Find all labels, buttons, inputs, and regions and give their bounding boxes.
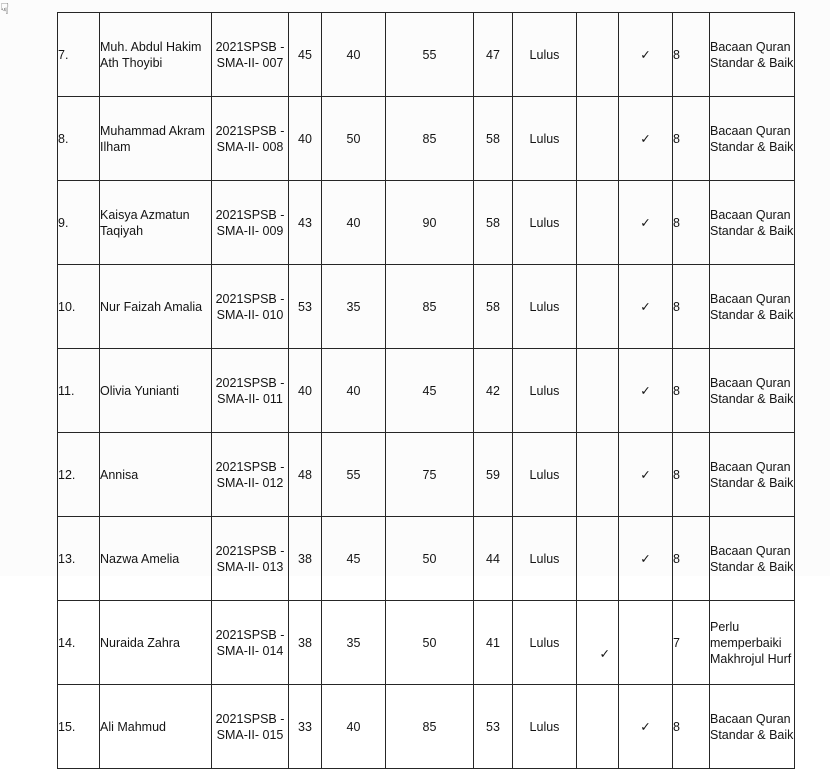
predikat-value: 8 — [673, 97, 710, 181]
score-1: 38 — [289, 601, 322, 685]
table-row — [58, 517, 795, 601]
score-1: 38 — [289, 517, 322, 601]
quran-note: Bacaan Quran Standar & Baik — [710, 349, 795, 433]
check-mark-b: ✓ — [619, 97, 673, 181]
quran-note: Bacaan Quran Standar & Baik — [710, 433, 795, 517]
student-name: Nazwa Amelia — [100, 517, 212, 601]
score-3: 85 — [386, 685, 474, 769]
quran-note: Bacaan Quran Standar & Baik — [710, 265, 795, 349]
table-row — [58, 97, 795, 181]
status-label: Lulus — [513, 349, 577, 433]
registration-code: 2021SPSB -SMA-II- 007 — [212, 13, 289, 97]
student-name: Nuraida Zahra — [100, 601, 212, 685]
score-average: 47 — [474, 13, 513, 97]
score-2: 40 — [322, 181, 386, 265]
registration-code: 2021SPSB -SMA-II- 010 — [212, 265, 289, 349]
row-number: 9. — [58, 181, 100, 265]
status-label: Lulus — [513, 433, 577, 517]
quran-note: Bacaan Quran Standar & Baik — [710, 13, 795, 97]
table-row — [58, 433, 795, 517]
quran-note: Perlu memperbaiki Makhrojul Hurf — [710, 601, 795, 685]
score-2: 35 — [322, 265, 386, 349]
score-2: 40 — [322, 13, 386, 97]
row-number: 8. — [58, 97, 100, 181]
status-label: Lulus — [513, 517, 577, 601]
check-mark-b — [619, 601, 673, 685]
score-3: 90 — [386, 181, 474, 265]
check-mark-a — [577, 13, 619, 97]
check-mark-a — [577, 349, 619, 433]
score-3: 50 — [386, 517, 474, 601]
score-average: 53 — [474, 685, 513, 769]
check-mark-b: ✓ — [619, 685, 673, 769]
quran-note: Bacaan Quran Standar & Baik — [710, 97, 795, 181]
check-mark-a — [577, 181, 619, 265]
row-number: 13. — [58, 517, 100, 601]
registration-code: 2021SPSB -SMA-II- 008 — [212, 97, 289, 181]
status-label: Lulus — [513, 601, 577, 685]
score-average: 41 — [474, 601, 513, 685]
row-number: 10. — [58, 265, 100, 349]
score-2: 50 — [322, 97, 386, 181]
status-label: Lulus — [513, 685, 577, 769]
score-1: 43 — [289, 181, 322, 265]
quran-note: Bacaan Quran Standar & Baik — [710, 181, 795, 265]
row-number: 12. — [58, 433, 100, 517]
check-mark-b: ✓ — [619, 349, 673, 433]
student-name: Kaisya Azmatun Taqiyah — [100, 181, 212, 265]
check-mark-b: ✓ — [619, 517, 673, 601]
table-row — [58, 13, 795, 97]
score-average: 58 — [474, 97, 513, 181]
quran-note: Bacaan Quran Standar & Baik — [710, 685, 795, 769]
predikat-value: 7 — [673, 601, 710, 685]
registration-code: 2021SPSB -SMA-II- 009 — [212, 181, 289, 265]
check-mark-a — [577, 517, 619, 601]
predikat-value: 8 — [673, 265, 710, 349]
student-name: Annisa — [100, 433, 212, 517]
score-3: 85 — [386, 265, 474, 349]
student-name: Olivia Yunianti — [100, 349, 212, 433]
score-1: 45 — [289, 13, 322, 97]
table-row — [58, 601, 795, 685]
score-average: 42 — [474, 349, 513, 433]
corner-scan-mark: ☟ — [0, 1, 10, 18]
check-mark-a — [577, 685, 619, 769]
student-name: Muhammad Akram Ilham — [100, 97, 212, 181]
predikat-value: 8 — [673, 433, 710, 517]
row-number: 15. — [58, 685, 100, 769]
status-label: Lulus — [513, 181, 577, 265]
table-row — [58, 181, 795, 265]
score-1: 48 — [289, 433, 322, 517]
score-3: 75 — [386, 433, 474, 517]
table-row — [58, 265, 795, 349]
student-name: Muh. Abdul Hakim Ath Thoyibi — [100, 13, 212, 97]
student-name: Nur Faizah Amalia — [100, 265, 212, 349]
predikat-value: 8 — [673, 685, 710, 769]
row-number: 7. — [58, 13, 100, 97]
score-average: 58 — [474, 181, 513, 265]
student-name: Ali Mahmud — [100, 685, 212, 769]
score-2: 40 — [322, 685, 386, 769]
student-score-table — [57, 12, 795, 769]
score-1: 33 — [289, 685, 322, 769]
check-mark-b: ✓ — [619, 433, 673, 517]
score-2: 40 — [322, 349, 386, 433]
registration-code: 2021SPSB -SMA-II- 014 — [212, 601, 289, 685]
table-row — [58, 349, 795, 433]
check-mark-a — [577, 97, 619, 181]
check-mark-b: ✓ — [619, 265, 673, 349]
status-label: Lulus — [513, 97, 577, 181]
table-row — [58, 685, 795, 769]
score-3: 50 — [386, 601, 474, 685]
predikat-value: 8 — [673, 517, 710, 601]
quran-note: Bacaan Quran Standar & Baik — [710, 517, 795, 601]
score-average: 59 — [474, 433, 513, 517]
score-3: 85 — [386, 97, 474, 181]
score-3: 55 — [386, 13, 474, 97]
status-label: Lulus — [513, 265, 577, 349]
score-3: 45 — [386, 349, 474, 433]
score-average: 44 — [474, 517, 513, 601]
predikat-value: 8 — [673, 13, 710, 97]
check-mark-b: ✓ — [619, 181, 673, 265]
score-1: 53 — [289, 265, 322, 349]
registration-code: 2021SPSB -SMA-II- 013 — [212, 517, 289, 601]
score-2: 45 — [322, 517, 386, 601]
registration-code: 2021SPSB -SMA-II- 012 — [212, 433, 289, 517]
score-average: 58 — [474, 265, 513, 349]
predikat-value: 8 — [673, 349, 710, 433]
score-2: 35 — [322, 601, 386, 685]
check-mark-a — [577, 433, 619, 517]
predikat-value: 8 — [673, 181, 710, 265]
check-mark-a — [577, 265, 619, 349]
score-2: 55 — [322, 433, 386, 517]
score-1: 40 — [289, 349, 322, 433]
registration-code: 2021SPSB -SMA-II- 015 — [212, 685, 289, 769]
status-label: Lulus — [513, 13, 577, 97]
row-number: 14. — [58, 601, 100, 685]
check-mark-b: ✓ — [619, 13, 673, 97]
check-mark-a: ✓ — [577, 601, 619, 685]
score-1: 40 — [289, 97, 322, 181]
registration-code: 2021SPSB -SMA-II- 011 — [212, 349, 289, 433]
row-number: 11. — [58, 349, 100, 433]
